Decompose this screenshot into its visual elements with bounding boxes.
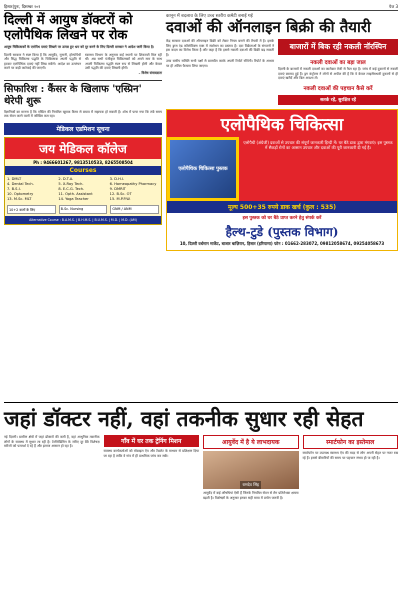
- right-kicker: कानून में बदलाव के लिए उच्च स्तरीय कमेटी बनाई गई: [166, 14, 253, 19]
- course-item: 1. DMLT: [7, 176, 22, 181]
- bottom-columns: [4, 435, 398, 500]
- fake-drug-banner: बाजारों में बिक रही नकली नॉरस्पिन: [278, 39, 398, 55]
- bottom-col2-text: स्वास्थ्य कार्यकर्ताओं को मोबाइल ऐप और टैबलेट के माध्यम से प्रशिक्षण दिया जा रहा है ताकि वे गांव में ही प्राथमिक जांच कर सकें।: [103, 449, 199, 458]
- book-cover-label: एलोपैथिक चिकित्सा पुस्तक: [178, 165, 228, 172]
- right-column: [166, 13, 398, 251]
- book-ad-text: एलोपैथी (अंग्रेजी) दवाओं से उपचार की संपूर्ण जानकारी हिन्दी में। घर बैठे डाक द्वारा मंगवाएं। इस पुस्तक में सैकड़ों रोगों का आसान उपचार और दवाओं की पूरी जानकारी दी गई है।: [239, 137, 397, 201]
- bottom-photo-caption: रामदेव सिंह: [242, 482, 260, 487]
- bottom-col-3: [203, 435, 299, 500]
- course-item: 3. D.H.I.: [109, 176, 125, 181]
- right-story-right: [278, 39, 398, 105]
- book-ad-title: एलोपैथिक चिकित्सा: [167, 110, 397, 137]
- bottom-col-4: [303, 435, 399, 500]
- identify-subhead: नकली दवाओं की पहचान कैसे करें: [303, 85, 373, 92]
- left-intro: आयुष चिकित्सकों के एलोपैथ दवाएं लिखने पर उत्पन्न हुए भ्रम को दूर करने के लिए दिल्ली सरकार ने आदेश जारी किया है।: [4, 45, 155, 49]
- course-item: 6. Homeopathy Pharmacy: [109, 181, 157, 186]
- left-story-signature: – विशेष संवाददाता: [138, 70, 162, 75]
- book-price: मूल्य 500+35 रुपये डाक खर्च (कुल : 535): [167, 201, 397, 213]
- course-item: 10. Optometry: [7, 191, 34, 196]
- course-item: 7. B.S.I.: [7, 186, 21, 191]
- course-item: 9. DMRIT: [109, 186, 126, 191]
- fake-drug-subhead: नकली दवाओं का बड़ा जाल: [310, 60, 366, 66]
- book-shop-address: 10, दिल्ली वर्धमान मार्केट, बाजार बाज़िरान, हिसार (हरियाणा) फोन : 01662-283072, 09812058674, 09254058673: [167, 240, 397, 250]
- bottom-col1-text: नई दिल्ली। ग्रामीण क्षेत्रों में जहां डॉक्टरों की कमी है, वहां आधुनिक तकनीक लोगों के स्वास्थ्य में सुधार ला रही है। टेलीमेडिसिन के जरिए दूर बैठे विशेषज्ञ मरीजों को परामर्श दे रहे हैं और इलाज आसान हो रहा है।: [4, 435, 100, 449]
- courses-title: Courses: [5, 166, 161, 175]
- alert-box: सतर्क रहें, सुरक्षित रहें: [278, 95, 398, 105]
- right-story-columns: [166, 39, 398, 105]
- college-name: जय मेडिकल कॉलेज: [5, 138, 161, 159]
- bottom-col2-title: गाँव में घर तक ट्रेनिंग मिशन: [104, 435, 200, 447]
- course-item: 2. D.T.A.: [58, 176, 74, 181]
- course-item: 5. X-Ray Tech.: [58, 181, 84, 186]
- fake-drug-text: दिल्ली के बाजारों में नकली दवाओं का कारोबार तेजी से फैल रहा है। जांच में कई दुकानों से नकली दवाएं बरामद हुई हैं। ड्रग कंट्रोलर ने लोगों से अपील की है कि वे केवल लाइसेंसधारी दुकानों से ही दवाएं खरीदें और बिल अवश्य लें।: [278, 67, 398, 81]
- book-ad-body: [167, 137, 397, 201]
- right-story-col1: केंद्र सरकार दवाओं की ऑनलाइन बिक्री को लेकर नियम बनाने की तैयारी में है। इसके लिए ड्रग्स एंड कॉस्मेटिक्स एक्ट में संशोधन का प्रस्ताव है। दवा विक्रेताओं के संगठनों ने इस कदम का विरोध किया है और कहा है कि इससे नकली दवाओं की बिक्री बढ़ सकती है।: [166, 39, 274, 57]
- course-table-cell: GNM / ANM: [110, 205, 159, 214]
- book-shop-name: हैल्थ-टुडे (पुस्तक विभाग): [167, 223, 397, 240]
- course-item: 11. Opth. Assistant: [58, 191, 93, 196]
- admission-banner: मेडिकल एडमिशन सूचना: [4, 123, 162, 135]
- right-headline: दवाओं की ऑनलाइन बिक्री की तैयारी: [166, 18, 371, 36]
- book-ad: [166, 109, 398, 251]
- bottom-col3-title: आयुर्वेद में है ये लाभदायक: [203, 435, 299, 449]
- left-story-columns: [4, 53, 162, 71]
- bottom-section: [4, 402, 398, 500]
- right-story-left: [166, 39, 274, 105]
- bottom-photo: [203, 451, 299, 489]
- course-table-cell: B.Sc. Nursing: [59, 205, 108, 214]
- book-cover-image: [170, 140, 236, 198]
- course-item: 14. Yoga Teacher: [58, 196, 89, 201]
- bottom-col-2: [104, 435, 200, 500]
- left-column: [4, 13, 162, 225]
- course-item: 13. M.Sc. MLT: [7, 196, 32, 201]
- college-ad: [4, 137, 162, 225]
- course-item: 15. M.P.P.W.: [109, 196, 131, 201]
- course-item: 4. Dental Tech.: [7, 181, 34, 186]
- course-item: 12. B.Sc. OT: [109, 191, 132, 196]
- aspirin-headline: सिफारिश : कैंसर के खिलाफ 'एस्प्रिन' थेरेपी शुरू: [4, 80, 162, 108]
- header-page-number: पेज 3: [388, 4, 398, 9]
- bottom-col3-text: आयुर्वेद में कई औषधियां ऐसी हैं जिनके नियमित सेवन से रोग प्रतिरोधक क्षमता बढ़ती है। विशेषज्ञों के अनुसार इनका सही मात्रा में प्रयोग जरूरी है।: [203, 491, 299, 500]
- left-story-col2: स्वास्थ्य विभाग के अनुसार कई स्थानों पर शिकायतें मिल रही थीं। अब सभी पंजीकृत चिकित्सकों को अपने नाम के साथ अपनी चिकित्सा पद्धति स्पष्ट रूप से लिखनी होगी और केवल उसी पद्धति की दवाएं लिखनी होंगी।: [85, 52, 162, 71]
- aspirin-text: वैज्ञानिकों का मानना है कि एस्प्रिन की नियमित खुराक कैंसर से बचाव में सहायक हो सकती है। शोध में पाया गया कि लंबे समय तक सेवन करने वालों में जोखिम कम रहा।: [4, 109, 162, 119]
- college-footer: Alternative Course : B.A.M.S. | B.H.M.S. | B.U.M.S. | M.D. | M.D. (AM): [5, 216, 161, 224]
- page-header: [4, 2, 398, 11]
- bottom-col4-text: स्मार्टफोन पर उपलब्ध स्वास्थ्य ऐप की मदद से लोग अपनी सेहत पर नजर रख रहे हैं। इससे बीमारियों की समय पर पहचान संभव हो पा रही है।: [302, 451, 398, 460]
- left-headline: दिल्ली में आयुष डॉक्टरों को एलोपैथिक लिखने पर रोक: [4, 13, 133, 43]
- bottom-headline: जहां डॉक्टर नहीं, वहां तकनीक सुधार रही सेहत: [4, 406, 364, 431]
- left-story-col1: दिल्ली सरकार ने स्पष्ट किया है कि आयुर्वेद, यूनानी, होम्योपैथी और सिद्ध चिकित्सा पद्धति के चिकित्सक अपनी पद्धति से हटकर एलोपैथिक दवाएं नहीं लिख सकेंगे। आदेश का उल्लंघन करने पर कड़ी कार्रवाई की जाएगी।: [4, 52, 81, 71]
- header-date: हिसार|पुनः, दिसम्बर २०१: [4, 4, 41, 9]
- book-order-line: इस पुस्तक को घर बैठे प्राप्त करने हेतु संपर्क करें: [167, 213, 397, 223]
- bottom-col-1: [4, 435, 100, 500]
- course-item: 8. E.C.G. Tech.: [58, 186, 85, 191]
- bottom-col4-title: स्मार्टफोन का इस्तेमाल: [303, 435, 399, 449]
- course-table: [5, 203, 161, 216]
- course-table-cell: 10+2 वालों के लिए: [7, 205, 56, 214]
- right-story-col1b: उच्च स्तरीय समिति सभी पक्षों से बातचीत करके अपनी रिपोर्ट सौंपेगी। रिपोर्ट के आधार पर ही अंतिम फैसला लिया जाएगा।: [166, 59, 274, 68]
- college-phone: Ph : 9466601267, 9813510533, 8265508504: [33, 159, 133, 165]
- course-grid: [5, 175, 161, 203]
